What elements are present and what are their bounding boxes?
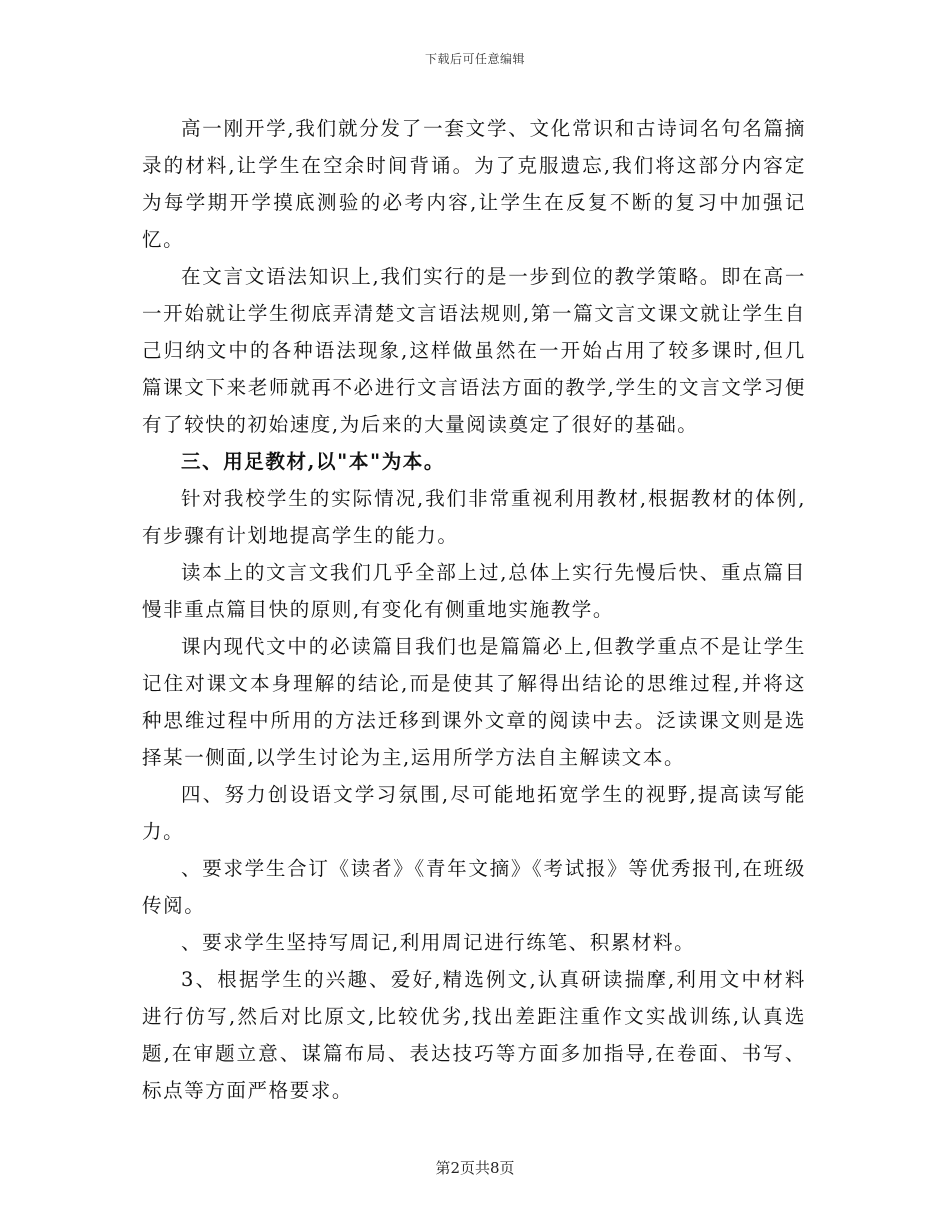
paragraph-modern-texts: 课内现代文中的必读篇目我们也是篇篇必上,但教学重点不是让学生记住对课文本身理解的结论,而是使其了解得出结论的思维过程,并将这种思维过程中所用的方法迁移到课外文章的阅读中去。泛读课文则是选择某一侧面,以学生讨论为主,运用所学方法自主解读文本。: [142, 635, 806, 769]
document-body: [142, 110, 806, 1109]
paragraph-memorization: 高一刚开学,我们就分发了一套文学、文化常识和古诗词名句名篇摘录的材料,让学生在空余时间背诵。为了克服遗忘,我们将这部分内容定为每学期开学摸底测验的必考内容,让学生在反复不断的复习中加强记忆。: [142, 117, 806, 251]
list-item-periodicals: 、要求学生合订《读者》《青年文摘》《考试报》等优秀报刊,在班级传阅。: [142, 857, 806, 917]
list-item-imitation-writing: 3、根据学生的兴趣、爱好,精选例文,认真研读揣摩,利用文中材料进行仿写,然后对比原文,比较优劣,找出差距注重作文实战训练,认真选题,在审题立意、谋篇布局、表达技巧等方面多加指导,在卷面、书写、标点等方面严格要求。: [142, 968, 806, 1102]
page-number: 第2页共8页: [435, 1159, 515, 1177]
header-note: 下载后可任意编辑: [424, 52, 525, 66]
section-heading-textbook: 三、用足教材,以"本"为本。: [181, 450, 446, 473]
list-item-weekly-journal: 、要求学生坚持写周记,利用周记进行练笔、积累材料。: [181, 931, 696, 954]
paragraph-classical-grammar: 在文言文语法知识上,我们实行的是一步到位的教学策略。即在高一一开始就让学生彻底弄清楚文言语法规则,第一篇文言文课文就让学生自己归纳文中的各种语法现象,这样做虽然在一开始占用了较多课时,但几篇课文下来老师就再不必进行文言语法方面的教学,学生的文言文学习便有了较快的初始速度,为后来的大量阅读奠定了很好的基础。: [142, 265, 806, 436]
paragraph-reader-classical: 读本上的文言文我们几乎全部上过,总体上实行先慢后快、重点篇目慢非重点篇目快的原则,有变化有侧重地实施教学。: [142, 561, 806, 621]
section-heading-atmosphere: 四、努力创设语文学习氛围,尽可能地拓宽学生的视野,提高读写能力。: [142, 783, 806, 843]
paragraph-textbook-use: 针对我校学生的实际情况,我们非常重视利用教材,根据教材的体例,有步骤有计划地提高学生的能力。: [142, 487, 806, 547]
